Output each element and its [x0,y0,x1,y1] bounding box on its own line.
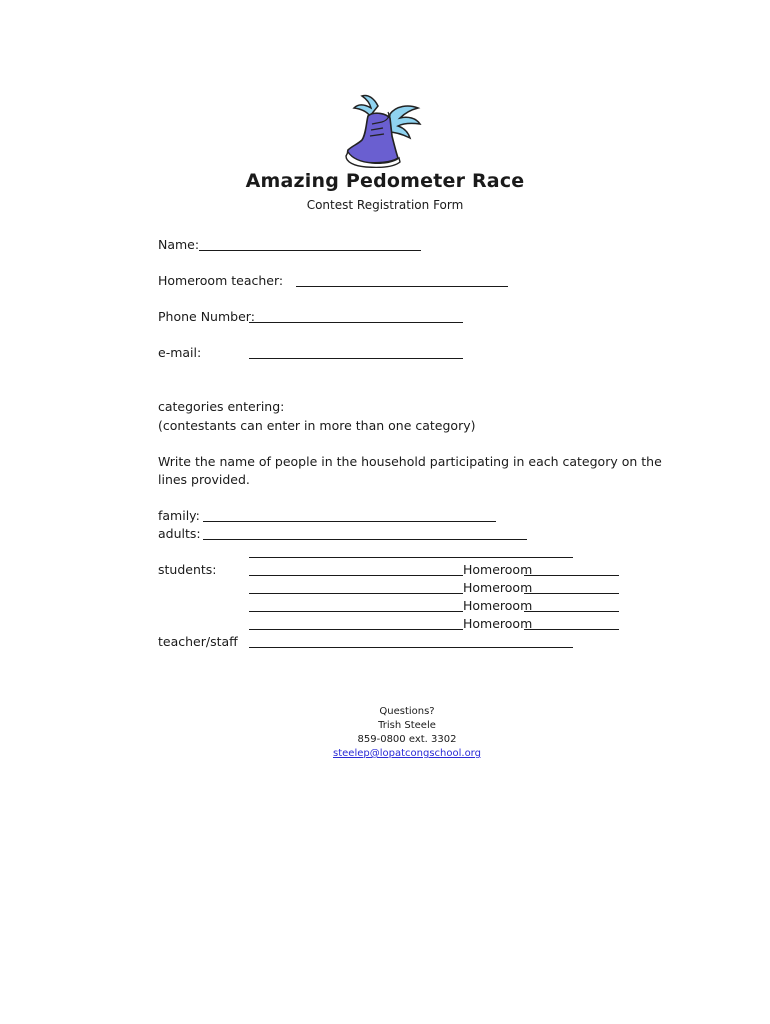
student-name-line-3[interactable] [249,611,463,612]
instruction-line-2: lines provided. [158,472,250,487]
winged-shoe-icon [338,92,428,168]
instruction-line-1: Write the name of people in the household participating in each category on the [158,454,662,469]
contact-email-link[interactable]: steelep@lopatcongschool.org [333,748,481,759]
student-name-line-4[interactable] [249,629,463,630]
phone-number-label: Phone Number: [158,309,255,324]
contact-email-row [0,747,770,761]
family-field-line[interactable] [203,521,496,522]
student-homeroom-line-1[interactable] [524,575,619,576]
homeroom-label-2: Homeroom [463,580,533,595]
homeroom-label-1: Homeroom [463,562,533,577]
adults-field-line[interactable] [203,539,527,540]
adults-label: adults: [158,526,201,541]
student-homeroom-line-4[interactable] [524,629,619,630]
homeroom-label-4: Homeroom [463,616,533,631]
name-label: Name: [158,237,200,252]
students-label: students: [158,562,217,577]
student-name-line-1[interactable] [249,575,463,576]
student-name-line-2[interactable] [249,593,463,594]
categories-heading: categories entering: [158,399,285,414]
homeroom-label-3: Homeroom [463,598,533,613]
homeroom-teacher-label: Homeroom teacher: [158,273,284,288]
contact-questions: Questions? [379,706,435,717]
form-title: Amazing Pedometer Race [245,170,525,192]
adults-field-line-2[interactable] [249,557,573,558]
contact-phone: 859-0800 ext. 3302 [357,734,457,745]
student-homeroom-line-2[interactable] [524,593,619,594]
teacher-staff-label: teacher/staff [158,634,238,649]
phone-number-field-line[interactable] [249,322,463,323]
homeroom-teacher-field-line[interactable] [296,286,508,287]
student-homeroom-line-3[interactable] [524,611,619,612]
family-label: family: [158,508,200,523]
form-subtitle: Contest Registration Form [306,198,464,212]
contact-name: Trish Steele [378,720,436,731]
email-label: e-mail: [158,345,202,360]
categories-note: (contestants can enter in more than one category) [158,418,476,433]
teacher-staff-field-line[interactable] [249,647,573,648]
email-field-line[interactable] [249,358,463,359]
name-field-line[interactable] [199,250,421,251]
